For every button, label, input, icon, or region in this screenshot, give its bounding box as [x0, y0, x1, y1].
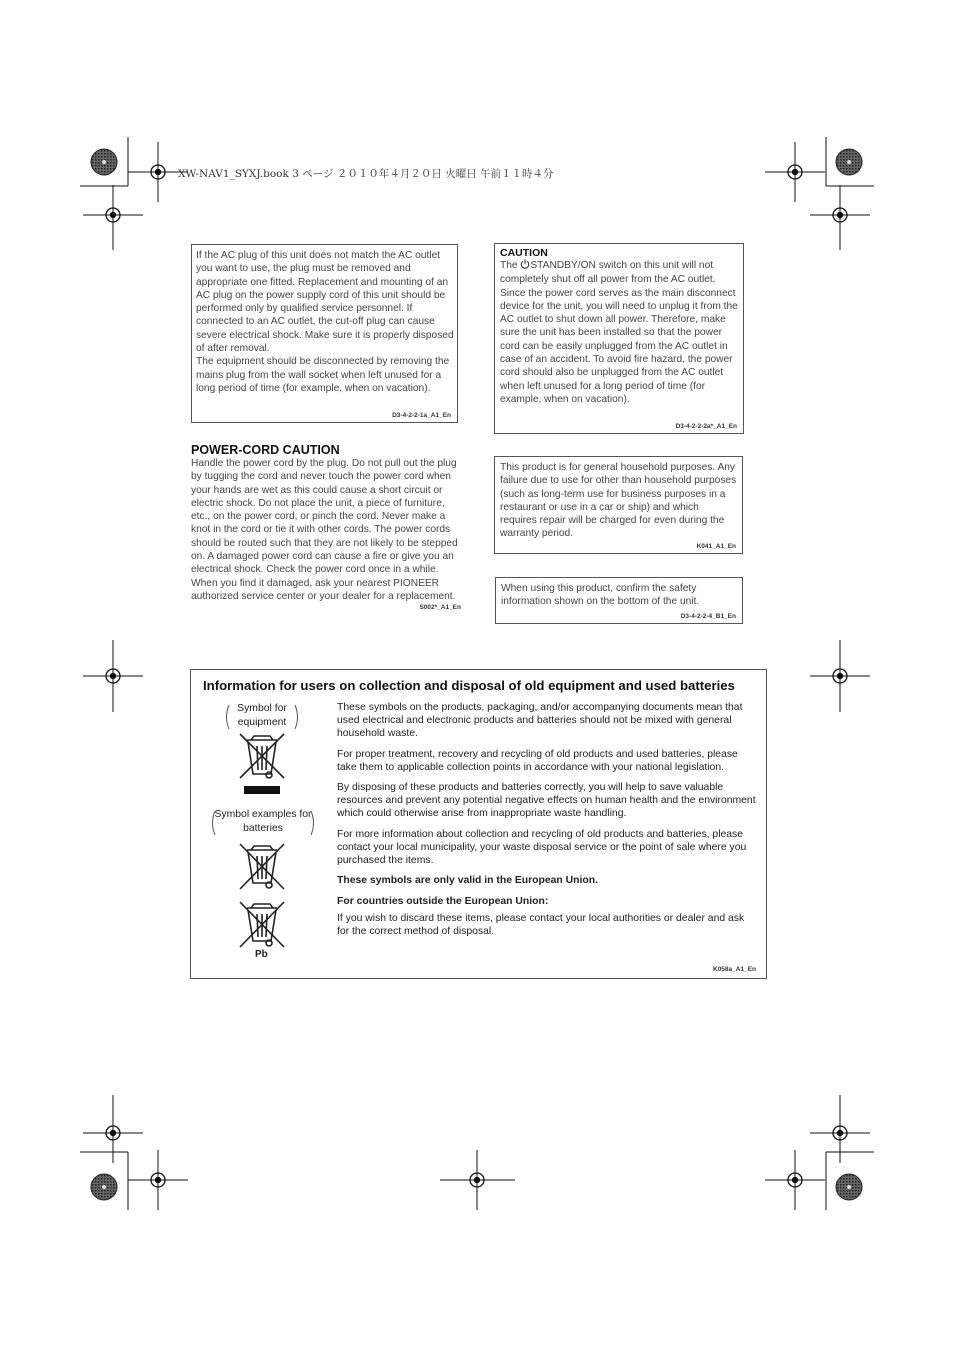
weee-disposal-notice — [190, 669, 767, 979]
symbol-batteries-text: Symbol examples for batteries — [214, 809, 312, 834]
reference-code: D3-4-2-2-2a*_A1_En — [675, 423, 737, 430]
weee-paragraph: For proper treatment, recovery and recycling of old products and used batteries, please take them to applicable collection points in accordance with your national legislation. — [337, 748, 738, 773]
reference-code: S002*_A1_En — [419, 604, 461, 612]
symbol-equipment-text: Symbol for equipment — [237, 703, 287, 728]
power-icon — [520, 259, 530, 273]
registration-mark — [765, 142, 825, 202]
registration-mark-top-right-sun — [836, 149, 862, 175]
weee-outside-eu-heading: For countries outside the European Union: — [337, 896, 549, 908]
household-use-notice — [494, 456, 743, 554]
reference-code: K041_A1_En — [696, 543, 736, 550]
caution-text-start: The — [500, 260, 521, 271]
ac-plug-notice — [191, 244, 458, 423]
weee-body — [337, 701, 757, 945]
household-text: This product is for general household purposes. Any failure due to use for other than household purposes (such as long-term use for business purposes in a restaurant or use in a car or ship) and which requires repair will be charged for even during the warranty period. — [500, 462, 737, 540]
power-cord-section — [191, 443, 461, 611]
pb-label: Pb — [255, 949, 268, 960]
safety-info-text: When using this product, confirm the safety information shown on the bottom of the unit. — [501, 583, 700, 608]
caution-title: CAUTION — [500, 247, 548, 259]
weee-eu-only: These symbols are only valid in the European Union. — [337, 875, 598, 887]
registration-mark — [128, 1150, 188, 1210]
reference-code: D3-4-2-2-4_B1_En — [680, 613, 736, 620]
power-cord-title: POWER-CORD CAUTION — [191, 443, 340, 457]
reference-code: D3-4-2-2-1a_A1_En — [392, 412, 451, 419]
weee-paragraph: For more information about collection and recycling of old products and batteries, please contact your local municipality, your waste disposal service or the point of sale where you purchased the items. — [337, 828, 747, 867]
symbol-equipment-label — [225, 702, 299, 729]
battery-bin-pb-icon — [238, 901, 288, 951]
power-cord-text: Handle the power cord by the plug. Do not pull out the plug by tugging the cord and never touch the power cord when your hands are wet as this could cause a short circuit or electric shock. Do not place the unit, a piece of furniture, etc., on the power cord, or pinch the cord. Never make a knot in the cord or tie it with other cords. The power cords should be routed such that they are not likely to be stepped on. A damaged power cord can cause a fire or give you an electrical shock. Check the power cord once in a while. When you find it damaged, ask your nearest PIONEER authorized service center or your dealer for a replacement. — [191, 458, 458, 602]
crossed-wheelie-bin-icon — [236, 732, 288, 800]
ac-plug-paragraph: The equipment should be disconnected by removing the mains plug from the wall socket when left unused for a long period of time (for example, when on vacation). — [196, 356, 450, 394]
caution-text-rest: STANDBY/ON switch on this unit will not completely shut off all power from the AC outlet. Since the power cord serves as the main disconnect device for the unit, you will need to unplug it from the AC outlet to shut down all power. Therefore, make sure the unit has been installed so that the power cord can be easily unplugged from the AC outlet in case of an accident. To avoid fire hazard, the power cord should also be unplugged from the AC outlet when left unused for a long period of time (for example, when on vacation). — [500, 260, 738, 405]
reference-code: K058a_A1_En — [713, 966, 756, 973]
registration-mark-bottom-right-sun — [836, 1174, 862, 1200]
caution-text — [500, 259, 740, 406]
registration-mark-top-left-sun — [91, 149, 117, 175]
battery-bin-icon — [238, 843, 288, 893]
registration-mark — [765, 1150, 825, 1210]
weee-paragraph: These symbols on the products, packaging, and/or accompanying documents mean that used electrical and electronic products and batteries should not be mixed with general household waste. — [337, 702, 743, 740]
safety-info-notice — [495, 577, 743, 624]
caution-notice — [494, 243, 744, 434]
print-slug-header: XW-NAV1_SYXJ.book 3 ページ ２０１０年４月２０日 火曜日 午前１１時４分 — [178, 168, 554, 180]
weee-title: Information for users on collection and disposal of old equipment and used batteries — [203, 678, 735, 693]
ac-plug-paragraph: If the AC plug of this unit does not match the AC outlet you want to use, the plug must be removed and appropriate one fitted. Replacement and mounting of an AC plug on the power supply cord of this unit should be performed only by qualified service personnel. If connected to an AC outlet, the cut-off plug can cause severe electrical shock. Make sure it is properly disposed of after removal. — [196, 250, 454, 355]
weee-paragraph: If you wish to discard these items, please contact your local authorities or dealer and ask for the correct method of disposal. — [337, 912, 745, 937]
weee-paragraph: By disposing of these products and batteries correctly, you will help to save valuable resources and prevent any potential negative effects on human health and the environment which could otherwise arise from inappropriate waste handling. — [337, 782, 756, 820]
symbol-batteries-label — [213, 808, 313, 835]
registration-mark-bottom-left-sun — [91, 1174, 117, 1200]
